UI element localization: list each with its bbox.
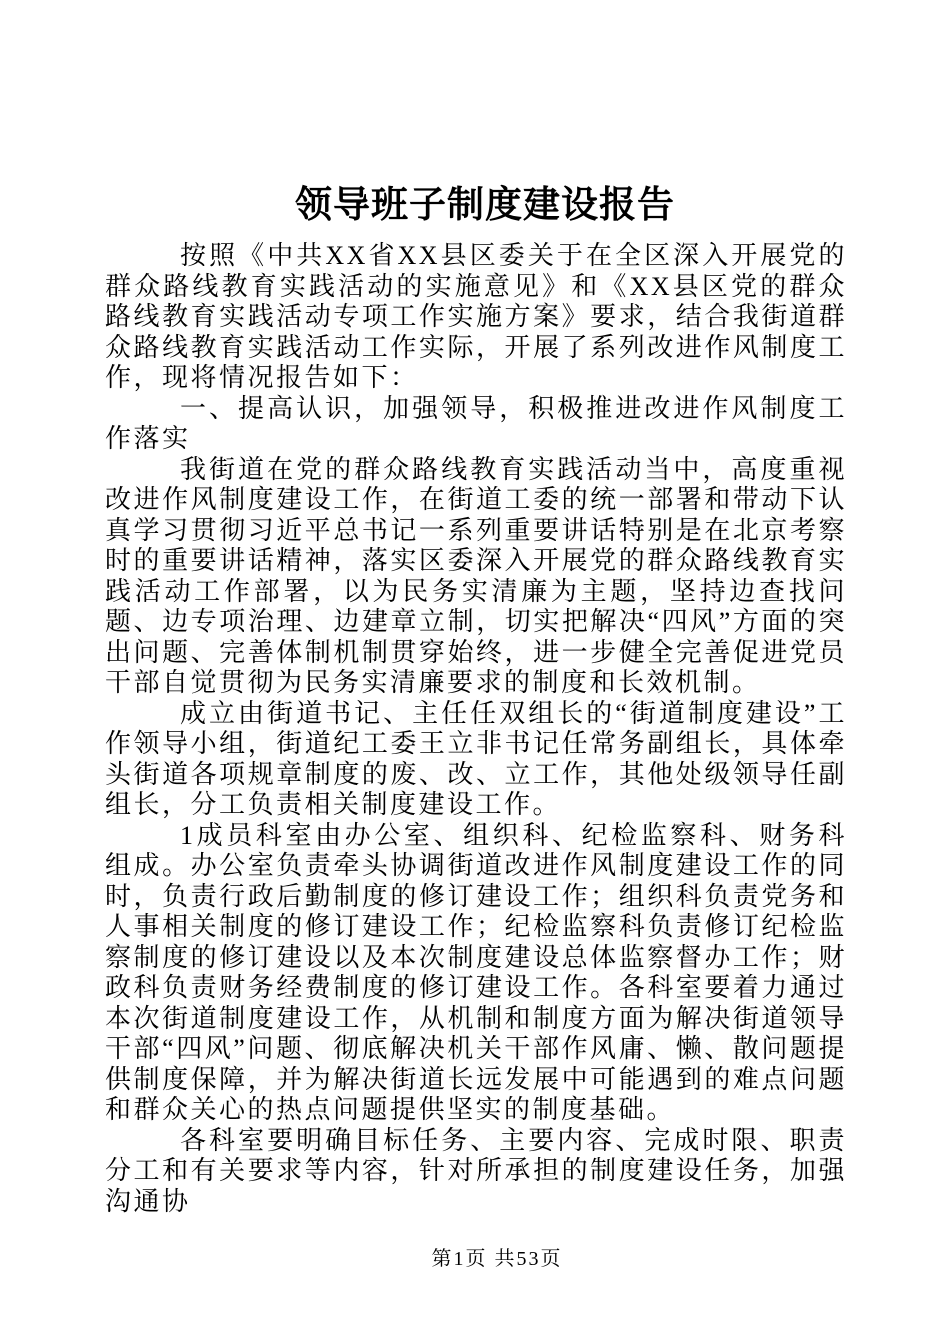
paragraph-body-4: 各科室要明确目标任务、主要内容、完成时限、职责分工和有关要求等内容，针对所承担的制度建设任务，加强沟通协 [105, 1125, 847, 1216]
paragraph-section-heading-1: 一、提高认识，加强领导，积极推进改进作风制度工作落实 [105, 393, 847, 453]
paragraph-body-1: 我街道在党的群众路线教育实践活动当中，高度重视改进作风制度建设工作，在街道工委的统一部署和带动下认真学习贯彻习近平总书记一系列重要讲话特别是在北京考察时的重要讲话精神，落实区委深入开展党的群众路线教育实践活动工作部署，以为民务实清廉为主题，坚持边查找问题、边专项治理、边建章立制，切实把解决“四风”方面的突出问题、完善体制机制贯穿始终，进一步健全完善促进党员干部自觉贯彻为民务实清廉要求的制度和长效机制。 [105, 454, 847, 697]
paragraph-body-2: 成立由街道书记、主任任双组长的“街道制度建设”工作领导小组，街道纪工委王立非书记任常务副组长，具体牵头街道各项规章制度的废、改、立工作，其他处级领导任副组长，分工负责相关制度建设工作。 [105, 698, 847, 819]
page-footer [0, 1242, 950, 1271]
page-number: 第1页 共53页 [431, 1248, 563, 1270]
paragraph-body-3: 1成员科室由办公室、组织科、纪检监察科、财务科组成。办公室负责牵头协调街道改进作风制度建设工作的同时，负责行政后勤制度的修订建设工作；组织科负责党务和人事相关制度的修订建设工作；纪检监察科负责修订纪检监察制度的修订建设以及本次制度建设总体监察督办工作；财政科负责财务经费制度的修订建设工作。各科室要着力通过本次街道制度建设工作，从机制和制度方面为解决街道领导干部“四风”问题、彻底解决机关干部作风庸、懒、散问题提供制度保障，并为解决街道长远发展中可能遇到的难点问题和群众关心的热点问题提供坚实的制度基础。 [105, 820, 847, 1124]
paragraph-intro: 按照《中共XX省XX县区委关于在全区深入开展党的群众路线教育实践活动的实施意见》和《XX县区党的群众路线教育实践活动专项工作实施方案》要求，结合我街道群众路线教育实践活动工作实际，开展了系列改进作风制度工作，现将情况报告如下： [105, 241, 847, 392]
document-title: 领导班子制度建设报告 [295, 185, 675, 226]
document-body [105, 241, 847, 1217]
